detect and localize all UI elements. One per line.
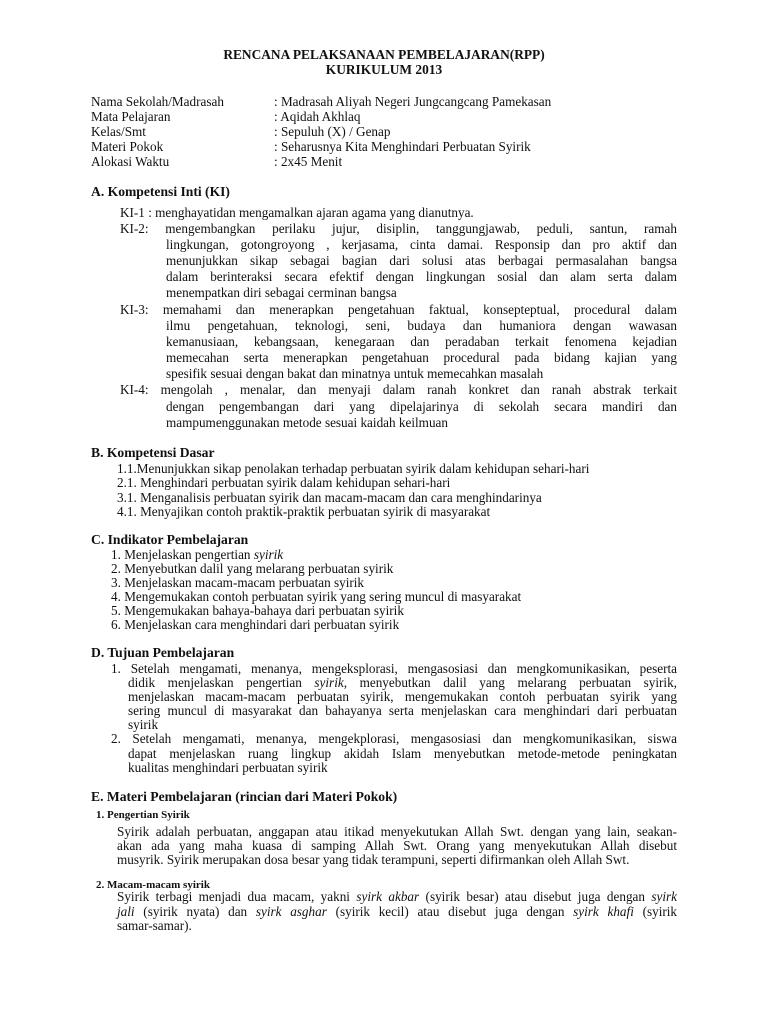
italic-term: syirk asghar bbox=[255, 904, 327, 919]
tujuan-line: sering muncul di masyarakat dan bahayanya serta menjelaskan cara menghindari dari perbuatan bbox=[128, 703, 677, 718]
ki-2-line: KI-2: mengembangkan perilaku jujur, disiplin, tanggungjawab, peduli, santun, ramah bbox=[120, 221, 677, 236]
italic-term: syirik bbox=[253, 547, 284, 562]
subsection-heading: 1. Pengertian Syirik bbox=[96, 809, 190, 821]
identity-label: Mata Pelajaran bbox=[91, 109, 171, 124]
italic-term: syirik, bbox=[314, 675, 348, 690]
list-item: 5. Mengemukakan bahaya-bahaya dari perbuatan syirik bbox=[111, 603, 404, 618]
identity-value: : Sepuluh (X) / Genap bbox=[274, 124, 391, 139]
materi-text: (syirik bbox=[633, 904, 678, 919]
list-item: 6. Menjelaskan cara menghindari dari perbuatan syirik bbox=[111, 617, 400, 632]
document-subtitle: KURIKULUM 2013 bbox=[325, 62, 443, 77]
ki-2-line: menunjukkan sikap sebagai bagian dari solusi atas berbagai permasalahan bangsa bbox=[166, 253, 677, 268]
identity-value: : 2x45 Menit bbox=[274, 154, 343, 169]
ki-3-line: kemanusiaan, kebangsaan, kenegaraan dan peradaban terkait fenomena kejadian bbox=[166, 334, 677, 349]
subsection-heading: 2. Macam-macam syirik bbox=[96, 879, 210, 891]
ki-2-line: menempatkan diri sebagai cerminan bangsa bbox=[166, 285, 397, 300]
list-item: 3.1. Menganalisis perbuatan syirik dan macam-macam dan cara menghindarinya bbox=[117, 490, 542, 505]
list-item: 4. Mengemukakan contoh perbuatan syirik yang sering muncul di masyarakat bbox=[111, 589, 522, 604]
materi-line bbox=[117, 904, 677, 919]
materi-text: (syirik kecil) atau disebut juga dengan bbox=[326, 904, 574, 919]
identity-label: Alokasi Waktu bbox=[91, 154, 170, 169]
materi-line bbox=[117, 889, 677, 904]
section-heading: A. Kompetensi Inti (KI) bbox=[91, 184, 230, 199]
ki-3-line: KI-3: memahami dan menerapkan pengetahuan faktual, konsepteptual, procedural dalam bbox=[120, 302, 677, 317]
identity-label: Kelas/Smt bbox=[91, 124, 146, 139]
materi-text: (syirik besar) atau disebut juga dengan bbox=[419, 889, 652, 904]
tujuan-line: menjelaskan macam-macam perbuatan syirik, mengemukakan contoh perbuatan syirik yang bbox=[128, 689, 677, 704]
ki-1-text: KI-1 : menghayatidan mengamalkan ajaran agama yang dianutnya. bbox=[120, 205, 474, 220]
section-heading: E. Materi Pembelajaran (rincian dari Materi Pokok) bbox=[91, 789, 398, 804]
italic-term: syirk bbox=[651, 889, 678, 904]
ki-2-line: lingkungan, gotongroyong , kerjasama, cinta damai. Responsip dan pro aktif dan bbox=[166, 237, 677, 252]
materi-line: akan ada yang maha kuasa di samping Allah Swt. Orang yang menyekutukan Allah disebut bbox=[117, 838, 677, 853]
italic-term: jali bbox=[117, 904, 135, 919]
list-item: 1.1.Menunjukkan sikap penolakan terhadap perbuatan syirik dalam kehidupan sehari-hari bbox=[117, 461, 590, 476]
identity-label: Materi Pokok bbox=[91, 139, 164, 154]
list-item-text: 1. Menjelaskan pengertian bbox=[111, 547, 254, 562]
ki-4-line: KI-4: mengolah , menalar, dan menyaji dalam ranah konkret dan ranah abstrak terkait bbox=[120, 382, 677, 397]
section-heading: D. Tujuan Pembelajaran bbox=[91, 645, 235, 660]
tujuan-line: syirik bbox=[128, 717, 159, 732]
list-item: 4.1. Menyajikan contoh praktik-praktik perbuatan syirik di masyarakat bbox=[117, 504, 491, 519]
tujuan-text: menyebutkan dalil yang melarang perbuatan syirik, bbox=[347, 675, 677, 690]
ki-3-line: memecahan serta menerapkan pengetahuan procedural pada bidang kajian yang bbox=[166, 350, 677, 365]
tujuan-line: kualitas menghindari perbuatan syirik bbox=[128, 760, 328, 775]
list-item: 2.1. Menghindari perbuatan syirik dalam kehidupan sehari-hari bbox=[117, 475, 451, 490]
materi-text: (syirik nyata) dan bbox=[134, 904, 256, 919]
italic-term: syirk khafi bbox=[573, 904, 634, 919]
identity-value: : Aqidah Akhlaq bbox=[274, 109, 361, 124]
ki-4-line: dengan pengembangan dari yang dipelajarinya di sekolah secara mandiri dan bbox=[166, 399, 677, 414]
ki-2-line: dalam berinteraksi secara efektif dengan lingkungan sosial dan alam serta dalam bbox=[166, 269, 677, 284]
identity-value: : Seharusnya Kita Menghindari Perbuatan Syirik bbox=[274, 139, 531, 154]
materi-line: samar-samar). bbox=[117, 918, 192, 933]
section-heading: C. Indikator Pembelajaran bbox=[91, 532, 249, 547]
materi-line: musyrik. Syirik merupakan dosa besar yang tidak terampuni, seperti difirmankan oleh Allah Swt. bbox=[117, 852, 630, 867]
list-item bbox=[111, 547, 283, 562]
identity-label: Nama Sekolah/Madrasah bbox=[91, 94, 224, 109]
tujuan-line: dapat menjelaskan ruang lingkup akidah Islam menyebutkan metode-metode peningkatan bbox=[128, 746, 677, 761]
section-heading: B. Kompetensi Dasar bbox=[91, 445, 215, 460]
identity-value: : Madrasah Aliyah Negeri Jungcangcang Pamekasan bbox=[274, 94, 552, 109]
materi-line: Syirik adalah perbuatan, anggapan atau itikad menyekutukan Allah Swt. dengan yang lain, seakan- bbox=[117, 824, 677, 839]
tujuan-text: didik menjelaskan pengertian bbox=[128, 675, 315, 690]
tujuan-line: 1. Setelah mengamati, menanya, mengeksplorasi, mengasosiasi dan mengkomunikasikan, peserta bbox=[111, 661, 677, 676]
tujuan-line: 2. Setelah mengamati, menanya, mengekplorasi, mengasosiasi dan mengkomunikasikan, siswa bbox=[111, 731, 677, 746]
ki-4-line: mampumenggunakan metode sesuai kaidah keilmuan bbox=[166, 415, 448, 430]
italic-term: syirk akbar bbox=[356, 889, 420, 904]
ki-3-line: ilmu pengetahuan, teknologi, seni, budaya dan humaniora dengan wawasan bbox=[166, 318, 677, 333]
list-item: 3. Menjelaskan macam-macam perbuatan syirik bbox=[111, 575, 365, 590]
materi-text: Syirik terbagi menjadi dua macam, yakni bbox=[117, 889, 357, 904]
document-title: RENCANA PELAKSANAAN PEMBELAJARAN(RPP) bbox=[223, 47, 545, 62]
ki-3-line: spesifik sesuai dengan bakat dan minatnya untuk memecahkan masalah bbox=[166, 366, 544, 381]
tujuan-line bbox=[128, 675, 677, 690]
list-item: 2. Menyebutkan dalil yang melarang perbuatan syirik bbox=[111, 561, 394, 576]
